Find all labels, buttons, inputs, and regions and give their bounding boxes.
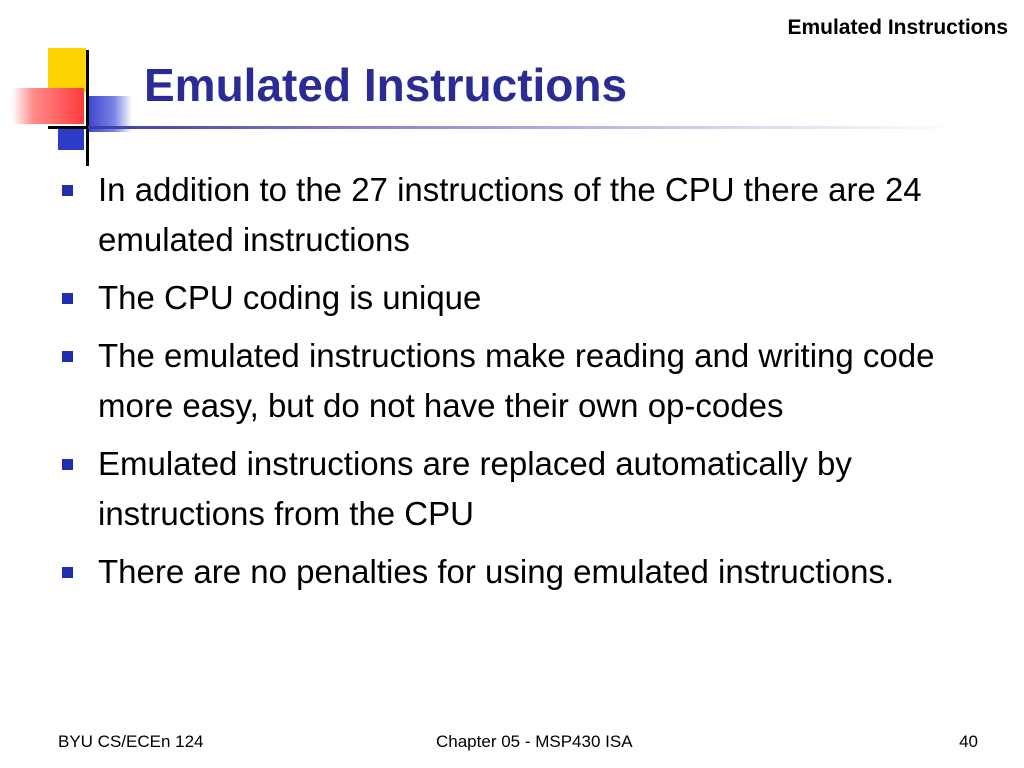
bullet-item [60, 165, 980, 265]
bullet-marker-icon [62, 567, 73, 578]
slide-title: Emulated Instructions [144, 59, 628, 111]
bullet-marker-icon [62, 459, 73, 470]
logo-red-square [12, 88, 84, 124]
logo-yellow-square [48, 48, 86, 92]
bullet-marker-icon [62, 293, 73, 304]
footer-course: BYU CS/ECEn 124 [58, 732, 204, 751]
slide-logo [0, 0, 150, 170]
bullet-text: In addition to the 27 instructions of the CPU there are 24 emulated instructions [98, 171, 922, 258]
logo-blue-small-square [58, 126, 84, 150]
logo-vertical-line [86, 50, 89, 166]
footer-page-number: 40 [959, 732, 978, 751]
bullet-marker-icon [62, 351, 73, 362]
bullet-marker-icon [62, 185, 73, 196]
title-rule [88, 126, 960, 129]
bullet-text: The emulated instructions make reading and writing code more easy, but do not have their own op-codes [98, 337, 935, 424]
bullet-text: The CPU coding is unique [98, 279, 482, 316]
header-title: Emulated Instructions [787, 16, 1008, 39]
bullet-text: There are no penalties for using emulated instructions. [98, 553, 895, 590]
bullet-text: Emulated instructions are replaced automatically by instructions from the CPU [98, 445, 852, 532]
bullet-item [60, 331, 980, 431]
bullet-item [60, 439, 980, 539]
bullet-item [60, 273, 980, 323]
footer-chapter: Chapter 05 - MSP430 ISA [436, 732, 633, 751]
bullet-item [60, 547, 980, 597]
bullet-list [60, 165, 980, 605]
